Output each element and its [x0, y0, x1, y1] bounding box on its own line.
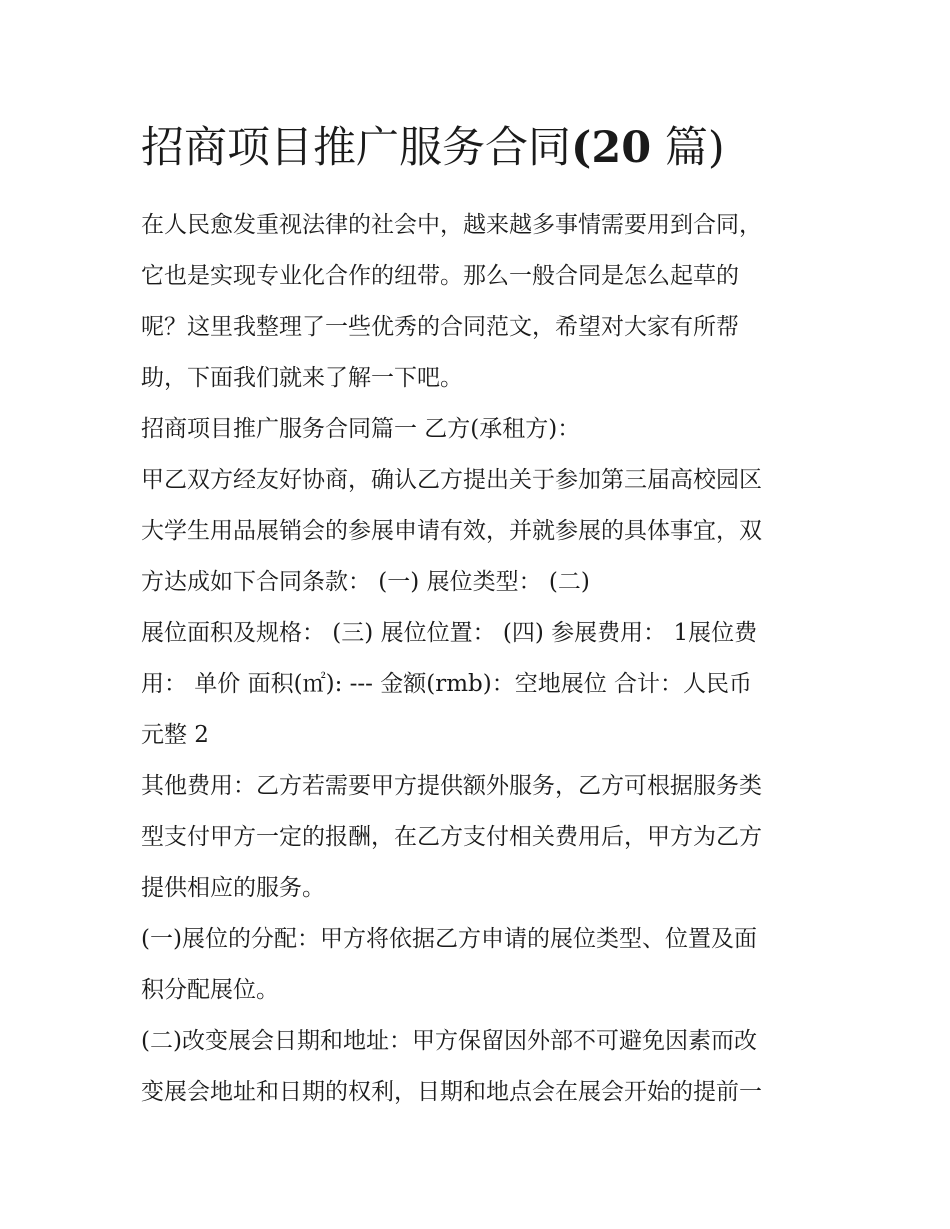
text-line: 招商项目推广服务合同篇一 乙方(承租方)： — [141, 416, 581, 442]
text-line: (一)展位的分配：甲方将依据乙方申请的展位类型、位置及面 — [141, 926, 757, 952]
document-title — [141, 112, 821, 184]
title-tail: 篇) — [664, 123, 725, 173]
paragraph-booth-allocation — [141, 914, 821, 1016]
paragraph-booth-details — [141, 608, 821, 761]
paragraph-intro — [141, 200, 821, 404]
title-number: (20 — [571, 123, 652, 173]
text-line: 呢？这里我整理了一些优秀的合同范文，希望对大家有所帮 — [141, 314, 739, 340]
text-line: 助，下面我们就来了解一下吧。 — [141, 365, 463, 391]
text-line: 它也是实现专业化合作的纽带。那么一般合同是怎么起草的 — [141, 263, 739, 289]
text-line: 用： 单价 面积(㎡): --- 金额(rmb)：空地展位 合计：人民币 — [141, 671, 753, 697]
text-line: 元整 2 — [141, 722, 209, 748]
text-line: 型支付甲方一定的报酬，在乙方支付相关费用后，甲方为乙方 — [141, 824, 762, 850]
document-page — [141, 112, 821, 1118]
paragraph-other-fees — [141, 761, 821, 914]
document-body — [141, 200, 821, 1118]
paragraph-agreement — [141, 455, 821, 608]
text-line: (二)改变展会日期和地址：甲方保留因外部不可避免因素而改 — [141, 1028, 757, 1054]
paragraph-date-change — [141, 1016, 821, 1118]
text-line: 提供相应的服务。 — [141, 875, 325, 901]
text-line: 在人民愈发重视法律的社会中，越来越多事情需要用到合同， — [141, 212, 762, 238]
text-line: 变展会地址和日期的权利，日期和地点会在展会开始的提前一 — [141, 1079, 762, 1105]
text-line: 积分配展位。 — [141, 977, 279, 1003]
text-line: 其他费用：乙方若需要甲方提供额外服务，乙方可根据服务类 — [141, 773, 762, 799]
paragraph-section-heading — [141, 404, 821, 455]
text-line: 方达成如下合同条款： (一) 展位类型： (二) — [141, 569, 590, 595]
title-main: 招商项目推广服务合同 — [141, 123, 571, 173]
text-line: 甲乙双方经友好协商，确认乙方提出关于参加第三届高校园区 — [141, 467, 762, 493]
text-line: 大学生用品展销会的参展申请有效，并就参展的具体事宜，双 — [141, 518, 762, 544]
text-line: 展位面积及规格： (三) 展位位置： (四) 参展费用： 1展位费 — [141, 620, 758, 646]
